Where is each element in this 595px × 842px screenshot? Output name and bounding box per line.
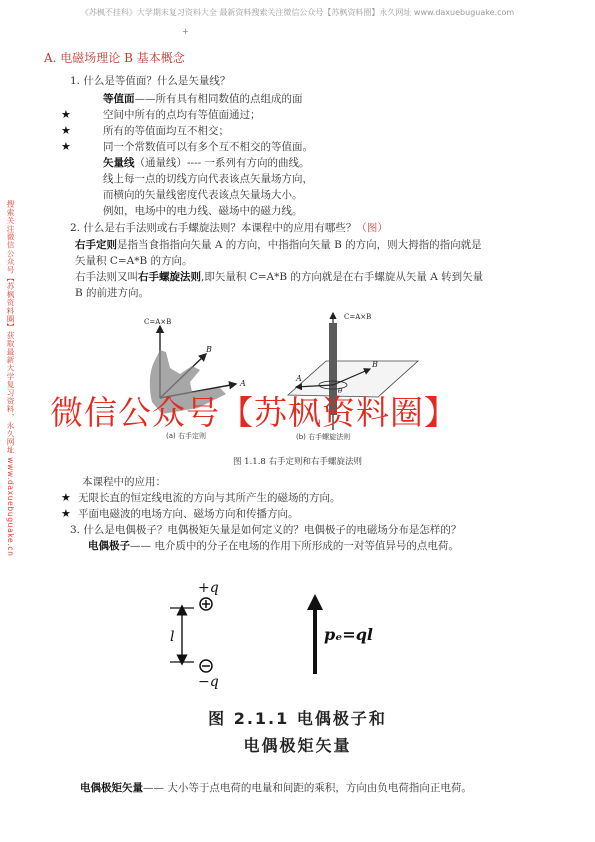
minus-q-label: −q bbox=[198, 674, 219, 690]
star-icon: ★ bbox=[61, 108, 71, 121]
moment-term: 电偶极矩矢量 bbox=[80, 782, 143, 794]
fig-left-caption: (a) 右手定则 bbox=[166, 432, 206, 440]
fig-right-caption: (b) 右手螺旋法则 bbox=[296, 433, 351, 441]
dipole-def: —— 电介质中的分子在电场的作用下所形成的一对等值异号的点电荷。 bbox=[130, 540, 459, 552]
section-heading: A. 电磁场理论 B 基本概念 bbox=[44, 51, 185, 65]
star-icon: ★ bbox=[61, 124, 71, 137]
fig-right-a-label: A bbox=[296, 374, 302, 383]
equi-def: ——所有具有相同数值的点组成的面 bbox=[134, 93, 303, 105]
l-label: l bbox=[170, 629, 175, 645]
star-icon: ★ bbox=[61, 507, 71, 520]
fig-left-b-label: B bbox=[206, 345, 212, 354]
dipole-term: 电偶极子 bbox=[88, 540, 130, 552]
sidebar-watermark: 搜索关注微信公众号【苏枫资料圈】获取最新大学复习资料，永久网址 www.daxuebuguake.cn bbox=[6, 200, 15, 557]
q1-question: 1. 什么是等值面？什么是矢量线？ bbox=[70, 75, 231, 87]
moment-def: —— 大小等于点电荷的电量和间距的乘积，方向由负电荷指向正电荷。 bbox=[143, 782, 472, 794]
dipole-figure-caption-1: 图 2.1.1 电偶极子和 bbox=[208, 709, 387, 728]
q1-equi-line bbox=[103, 92, 303, 107]
q1-vector-desc: 而横向的矢量线密度代表该点矢量场大小。 bbox=[103, 189, 303, 201]
rh-definition bbox=[75, 238, 482, 253]
wechat-watermark: 微信公众号【苏枫资料圈】 bbox=[50, 393, 458, 432]
q1-vector-line bbox=[103, 156, 310, 171]
app-item: 无限长直的恒定线电流的方向与其所产生的磁场的方向。 bbox=[78, 492, 341, 504]
spiral-pre: 右手法则又叫 bbox=[75, 271, 138, 283]
header-banner: 《苏枫不挂科》大学期末复习资料大全 最新资料搜索关注微信公众号【苏枫资料圈】永久网址 www.daxuebuguake.com bbox=[80, 8, 515, 17]
q1-star-item: 所有的等值面均互不相交； bbox=[103, 125, 229, 137]
q1-vector-desc: 例如，电场中的电力线、磁场中的磁力线。 bbox=[103, 205, 303, 217]
app-item: 平面电磁波的电场方向、磁场方向和传播方向。 bbox=[78, 508, 299, 520]
moment-definition bbox=[80, 781, 472, 796]
equi-term: 等值面 bbox=[103, 93, 135, 105]
spiral-term: 右手螺旋法则 bbox=[138, 271, 201, 283]
spiral-definition bbox=[75, 270, 483, 285]
star-icon: ★ bbox=[61, 140, 71, 153]
plus-q-label: +q bbox=[198, 580, 219, 596]
rh-def-1: 是指当食指指向矢量 A 的方向，中指指向矢量 B 的方向，则大拇指的指向就是 bbox=[117, 239, 482, 251]
fig-left-a-label: A bbox=[240, 379, 246, 388]
pe-label: pₑ=ql bbox=[324, 625, 373, 644]
fig-right-c-label: C=A×B bbox=[344, 313, 372, 321]
rh-term: 右手定则 bbox=[75, 239, 117, 251]
spiral-post: ,即矢量积 C=A*B 的方向就是在右手螺旋从矢量 A 转到矢量 bbox=[201, 271, 484, 283]
pe-vector-arrowhead bbox=[307, 594, 323, 610]
vector-def: （通量线）---- 一系列有方向的曲线。 bbox=[134, 157, 310, 169]
spiral-line2: B 的前进方向。 bbox=[75, 287, 150, 299]
q3-question: 3. 什么是电偶极子？电偶极矩矢量是如何定义的？电偶极子的电磁场分布是怎样的？ bbox=[70, 524, 462, 536]
apps-title: 本课程中的应用： bbox=[82, 476, 166, 488]
q1-vector-desc: 线上每一点的切线方向代表该点矢量场方向， bbox=[103, 173, 313, 185]
star-icon: ★ bbox=[61, 491, 71, 504]
q2-question-tag: （图） bbox=[356, 222, 388, 234]
q2-question bbox=[70, 221, 388, 236]
dipole-figure bbox=[150, 578, 390, 690]
vector-term: 矢量线 bbox=[103, 157, 135, 169]
figure-1-1-8-caption: 图 1.1.8 右手定则和右手螺旋法则 bbox=[232, 457, 363, 467]
header-plus-mark: + bbox=[182, 27, 189, 36]
q1-star-item: 空间中所有的点均有等值面通过； bbox=[103, 109, 261, 121]
rh-def-2: 矢量积 C=A*B 的方向。 bbox=[75, 255, 193, 267]
fig-left-c-label: C=A×B bbox=[144, 318, 172, 326]
dipole-figure-caption-2: 电偶极矩矢量 bbox=[243, 736, 352, 755]
fig-right-b-label: B bbox=[372, 360, 378, 369]
q2-question-text: 2. 什么是右手法则或右手螺旋法则？本课程中的应用有哪些？ bbox=[70, 222, 357, 234]
dipole-definition bbox=[88, 539, 459, 554]
q1-star-item: 同一个常数值可以有多个互不相交的等值面。 bbox=[103, 141, 313, 153]
fig-right-theta-label: θ bbox=[338, 387, 343, 395]
